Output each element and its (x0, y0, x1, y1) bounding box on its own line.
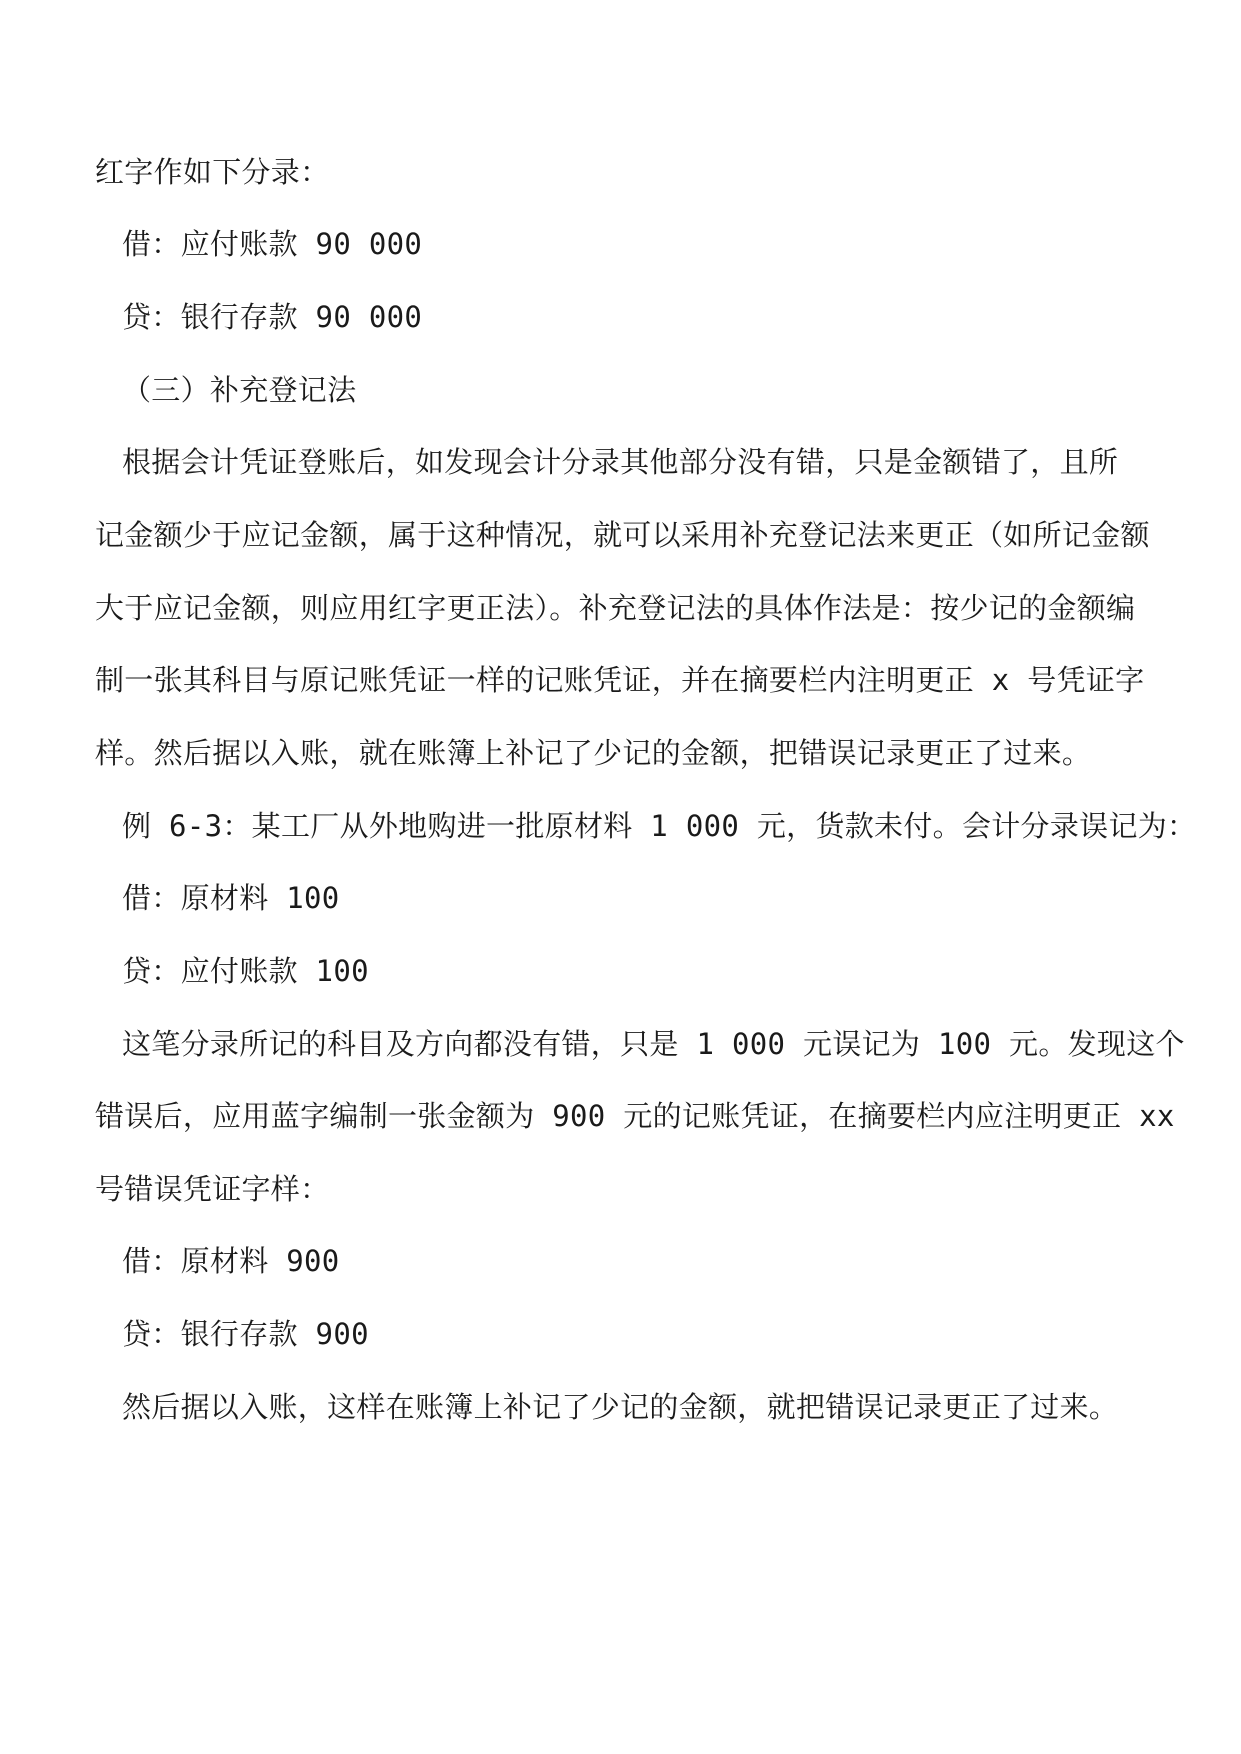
section-heading: （三）补充登记法 (122, 373, 357, 407)
text-line: 借：原材料 100 (122, 881, 340, 915)
text-line: 例 6-3：某工厂从外地购进一批原材料 1 000 元，货款未付。会计分录误记为： (122, 809, 1197, 843)
text-line: 红字作如下分录： (95, 155, 330, 189)
text-line: 样。然后据以入账，就在账簿上补记了少记的金额，把错误记录更正了过来。 (95, 736, 1092, 770)
text-line: 大于应记金额，则应用红字更正法）。补充登记法的具体作法是：按少记的金额编 (95, 591, 1136, 625)
text-line: 借：应付账款 90 000 (122, 227, 423, 261)
text-line: 这笔分录所记的科目及方向都没有错，只是 1 000 元误记为 100 元。发现这个 (122, 1027, 1185, 1061)
text-line: 然后据以入账，这样在账簿上补记了少记的金额，就把错误记录更正了过来。 (122, 1390, 1119, 1424)
text-line: 借：原材料 900 (122, 1244, 340, 1278)
text-line: 根据会计凭证登账后，如发现会计分录其他部分没有错，只是金额错了，且所 (122, 445, 1119, 479)
text-line: 贷：银行存款 90 000 (122, 300, 423, 334)
text-line: 号错误凭证字样： (95, 1172, 330, 1206)
text-line: 错误后，应用蓝字编制一张金额为 900 元的记账凭证，在摘要栏内应注明更正 xx (95, 1099, 1175, 1133)
text-line: 贷：银行存款 900 (122, 1317, 369, 1351)
text-line: 制一张其科目与原记账凭证一样的记账凭证，并在摘要栏内注明更正 x 号凭证字 (95, 663, 1145, 697)
text-line: 贷：应付账款 100 (122, 954, 369, 988)
text-line: 记金额少于应记金额，属于这种情况，就可以采用补充登记法来更正（如所记金额 (95, 518, 1150, 552)
